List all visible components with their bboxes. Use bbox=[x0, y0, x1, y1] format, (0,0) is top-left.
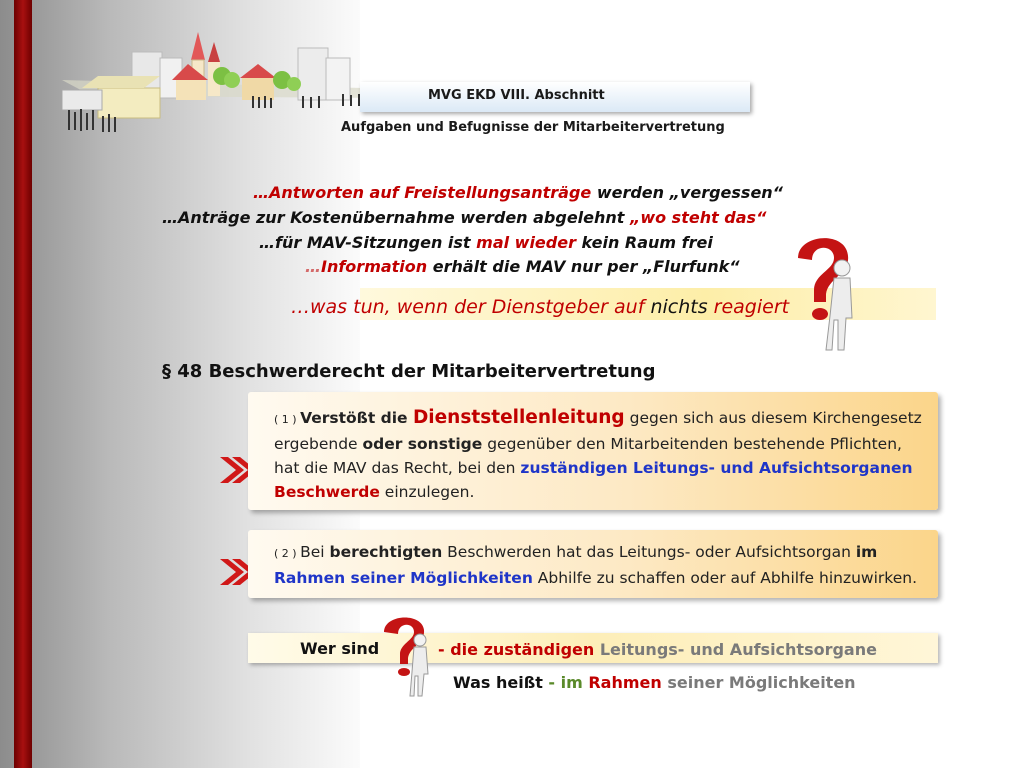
header-title: MVG EKD VIII. Abschnitt bbox=[428, 88, 605, 103]
was-heisst-part-3: Rahmen bbox=[588, 673, 662, 692]
paragraph-2-text bbox=[274, 540, 934, 590]
problem-line-2 bbox=[162, 208, 766, 227]
main-question-part-b: nichts bbox=[650, 296, 708, 318]
main-question-part-c: reagiert bbox=[707, 296, 790, 318]
paragraph-1-p4: oder sonstige bbox=[362, 435, 483, 453]
problem-line-4 bbox=[305, 257, 740, 276]
paragraph-1-number: ( 1 ) bbox=[274, 413, 301, 426]
main-question-part-a: …was tun, wenn der Dienstgeber auf bbox=[291, 296, 651, 318]
was-heisst-part-2: - im bbox=[548, 673, 589, 692]
question-mark-figure-icon bbox=[784, 228, 864, 354]
problem-line-4-part-c: erhält die MAV nur per „Flurfunk“ bbox=[427, 257, 740, 276]
left-red-bar bbox=[14, 0, 32, 768]
problem-line-2-part-b: „wo steht das“ bbox=[630, 208, 767, 227]
paragraph-2-p3: Beschwerden hat das Leitungs- oder Aufsichtsorgan bbox=[442, 543, 856, 561]
paragraph-1-p6: zuständigen Leitungs- und Aufsichtsorganen bbox=[520, 459, 913, 477]
problem-line-4-part-b: Information bbox=[321, 257, 428, 276]
problem-line-1 bbox=[253, 183, 783, 202]
problem-line-1-part-a: …Antworten auf Freistellungsanträge bbox=[253, 183, 592, 202]
zustaendige-text bbox=[438, 640, 877, 659]
bottom-question-bar bbox=[248, 633, 938, 663]
paragraph-2-p4: im bbox=[855, 543, 878, 561]
problem-line-3-part-a: …für MAV-Sitzungen ist bbox=[259, 233, 477, 252]
was-heisst-part-1: Was heißt bbox=[453, 673, 549, 692]
section-title: § 48 Beschwerderecht der Mitarbeitervertretung bbox=[162, 361, 656, 382]
paragraph-2-p5: Rahmen seiner Möglichkeiten bbox=[274, 569, 533, 587]
zustaendige-part-1: - die bbox=[438, 640, 484, 659]
paragraph-2-p2: berechtigten bbox=[329, 543, 443, 561]
paragraph-1-text bbox=[274, 406, 924, 504]
paragraph-1-p7: Beschwerde bbox=[274, 483, 380, 501]
problem-line-1-part-b: werden „vergessen“ bbox=[591, 183, 783, 202]
wer-sind-label: Wer sind bbox=[300, 639, 380, 658]
paragraph-2-p6: Abhilfe zu schaffen oder auf Abhilfe hinzuwirken. bbox=[532, 569, 917, 587]
header-subtitle: Aufgaben und Befugnisse der Mitarbeitervertretung bbox=[341, 120, 725, 135]
paragraph-1-box bbox=[248, 392, 938, 510]
problem-line-3-part-b: mal wieder bbox=[476, 233, 576, 252]
zustaendige-part-2: zuständigen bbox=[483, 640, 595, 659]
paragraph-1-p5: gegenüber den Mitarbeitenden bestehende Pflichten, hat die MAV das Recht, bei den bbox=[274, 435, 902, 477]
problem-line-3 bbox=[259, 233, 713, 252]
main-question bbox=[291, 296, 789, 318]
problem-line-2-part-a: …Anträge zur Kostenübernahme werden abgelehnt bbox=[162, 208, 631, 227]
problem-line-4-part-a: … bbox=[305, 257, 321, 276]
paragraph-2-p1: Bei bbox=[300, 543, 330, 561]
paragraph-2-number: ( 2 ) bbox=[274, 547, 301, 560]
paragraph-1-p8: einzulegen. bbox=[379, 483, 475, 501]
paragraph-1-p2: Dienststellenleitung bbox=[412, 407, 625, 428]
was-heisst-part-4: seiner Möglichkeiten bbox=[661, 673, 856, 692]
paragraph-1-p3: gegen sich aus diesem Kirchengesetz ergebende bbox=[274, 409, 922, 453]
header-title-bar bbox=[360, 82, 750, 112]
was-heisst-text bbox=[453, 673, 856, 692]
question-mark-figure-small-icon bbox=[378, 610, 436, 698]
problem-line-3-part-c: kein Raum frei bbox=[575, 233, 713, 252]
zustaendige-part-3: Leitungs- und Aufsichtsorgane bbox=[594, 640, 877, 659]
paragraph-1-p1: Verstößt die bbox=[300, 409, 413, 427]
paragraph-2-box bbox=[248, 530, 938, 598]
